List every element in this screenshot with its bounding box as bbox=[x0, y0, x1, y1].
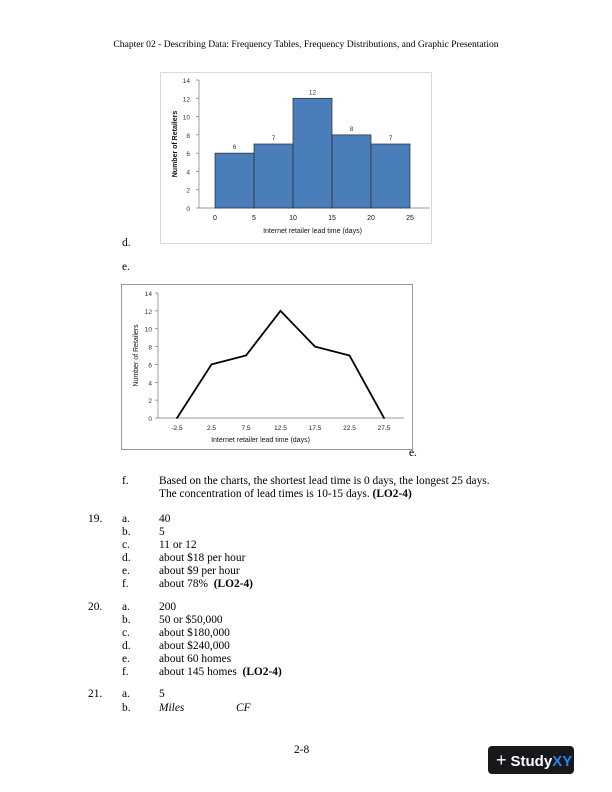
x-tick-label: 0 bbox=[213, 215, 217, 222]
x-tick-label: 20 bbox=[367, 215, 375, 222]
answer-text bbox=[159, 666, 282, 679]
y-tick-label: 10 bbox=[182, 114, 190, 122]
answer-text bbox=[159, 539, 197, 552]
polygon-point bbox=[280, 310, 282, 312]
answer-letter: b. bbox=[122, 614, 131, 626]
item-f-text-2 bbox=[159, 488, 412, 501]
answer-text bbox=[159, 513, 170, 526]
histogram-chart bbox=[160, 72, 432, 244]
y-tick-label: 12 bbox=[182, 96, 190, 104]
y-tick-label: 2 bbox=[148, 398, 152, 406]
answer-text bbox=[159, 552, 245, 565]
answer-letter: e. bbox=[122, 565, 130, 577]
question-21-a-letter: a. bbox=[122, 688, 130, 700]
answer-letter: f. bbox=[122, 666, 129, 678]
answer-letter: d. bbox=[122, 640, 131, 652]
answer-text bbox=[159, 578, 253, 591]
answer-value: 40 bbox=[159, 513, 171, 525]
learning-objective: (LO2-4) bbox=[208, 578, 253, 590]
x-tick-label: 10 bbox=[289, 215, 297, 222]
logo-study: Study bbox=[510, 753, 553, 770]
histogram-bar bbox=[293, 98, 332, 208]
answer-letter: c. bbox=[122, 539, 130, 551]
answer-letter: c. bbox=[122, 627, 130, 639]
x-tick-label: 17.5 bbox=[308, 425, 322, 432]
y-tick-label: 8 bbox=[148, 344, 152, 352]
answer-value: about $9 per hour bbox=[159, 565, 240, 577]
answer-letter: d. bbox=[122, 552, 131, 564]
x-tick-label: 12.5 bbox=[274, 425, 287, 432]
answer-value: about $240,000 bbox=[159, 640, 230, 652]
question-19-number: 19. bbox=[88, 513, 103, 525]
y-tick-label: 10 bbox=[144, 326, 152, 334]
answer-letter: a. bbox=[122, 513, 130, 525]
answer-value: 11 or 12 bbox=[159, 539, 197, 551]
answer-value: 200 bbox=[159, 601, 177, 613]
bar-data-label: 7 bbox=[388, 135, 393, 142]
y-tick-label: 12 bbox=[144, 308, 152, 316]
bar-data-label: 7 bbox=[271, 135, 276, 142]
y-tick-label: 6 bbox=[186, 151, 190, 159]
answer-text bbox=[159, 614, 223, 627]
question-21-b-letter: b. bbox=[122, 702, 131, 714]
learning-objective: (LO2-4) bbox=[236, 666, 282, 678]
answer-value: about 78% bbox=[159, 578, 209, 590]
table-header-cf: CF bbox=[236, 702, 251, 714]
x-tick-label: 27.5 bbox=[377, 425, 391, 432]
y-tick-label: 4 bbox=[186, 169, 190, 177]
histogram-bar bbox=[332, 135, 371, 208]
question-21-number: 21. bbox=[88, 688, 103, 700]
studyxy-logo bbox=[488, 746, 574, 774]
item-e-label-2: e. bbox=[409, 447, 417, 459]
y-tick-label: 6 bbox=[148, 362, 152, 370]
y-axis-title: Number of Retailers bbox=[172, 110, 179, 178]
y-tick-label: 8 bbox=[186, 132, 190, 140]
item-e-label: e. bbox=[122, 261, 130, 273]
y-tick-label: 0 bbox=[148, 416, 152, 423]
answer-value: about $180,000 bbox=[159, 627, 230, 639]
item-f-text-2-body: The concentration of lead times is 10-15 days. bbox=[159, 488, 370, 500]
answer-text bbox=[159, 526, 165, 539]
bar-data-label: 6 bbox=[232, 144, 237, 152]
answer-text bbox=[159, 640, 230, 653]
answer-letter: f. bbox=[122, 578, 129, 590]
x-axis-title: Internet retailer lead time (days) bbox=[263, 228, 362, 235]
answer-letter: e. bbox=[122, 653, 130, 665]
x-tick-label: 22.5 bbox=[343, 425, 356, 432]
y-tick-label: 14 bbox=[182, 78, 190, 85]
x-tick-label: 2.5 bbox=[206, 425, 217, 432]
x-tick-label: 15 bbox=[328, 215, 336, 222]
answer-letter: b. bbox=[122, 526, 131, 538]
y-tick-label: 14 bbox=[144, 291, 152, 298]
frequency-polygon-chart bbox=[121, 284, 413, 450]
answer-text bbox=[159, 601, 176, 614]
x-tick-label: 5 bbox=[252, 215, 256, 222]
question-20-number: 20. bbox=[88, 601, 103, 613]
table-header-miles: Miles bbox=[159, 702, 185, 714]
answer-text bbox=[159, 627, 230, 640]
polygon-point bbox=[211, 364, 213, 366]
page-number: 2-8 bbox=[294, 744, 310, 756]
item-d-label: d. bbox=[122, 237, 131, 249]
polygon-point bbox=[314, 346, 316, 348]
x-tick-label: -2.5 bbox=[171, 425, 183, 432]
page-header: Chapter 02 - Describing Data: Frequency Tables, Frequency Distributions, and Graphic Presentation bbox=[113, 39, 499, 50]
answer-text bbox=[159, 653, 231, 666]
answer-value: 5 bbox=[159, 526, 165, 538]
logo-xy: XY bbox=[552, 753, 573, 770]
question-21-a-text: 5 bbox=[159, 688, 165, 700]
item-f-text-1: Based on the charts, the shortest lead time is 0 days, the longest 25 days. bbox=[159, 475, 490, 487]
answer-value: 50 or $50,000 bbox=[159, 614, 223, 626]
answer-value: about $18 per hour bbox=[159, 552, 246, 564]
item-f-letter: f. bbox=[122, 475, 129, 487]
x-tick-label: 7.5 bbox=[241, 425, 251, 432]
polygon-point bbox=[245, 355, 247, 357]
y-axis-title: Number of Retailers bbox=[133, 324, 140, 387]
bar-data-label: 8 bbox=[349, 125, 354, 133]
x-tick-label: 25 bbox=[406, 215, 414, 222]
polygon-point bbox=[176, 417, 178, 419]
plus-icon: + bbox=[496, 750, 507, 770]
answer-text bbox=[159, 565, 240, 578]
answer-letter: a. bbox=[122, 601, 130, 613]
y-tick-label: 4 bbox=[148, 380, 152, 388]
histogram-bar bbox=[371, 144, 410, 208]
histogram-bar bbox=[254, 144, 293, 208]
x-axis-title: Internet retailer lead time (days) bbox=[211, 437, 310, 444]
y-tick-label: 2 bbox=[186, 187, 190, 195]
learning-objective: (LO2-4) bbox=[372, 488, 412, 500]
polygon-point bbox=[349, 355, 351, 357]
y-tick-label: 0 bbox=[186, 206, 190, 213]
polygon-point bbox=[383, 417, 385, 419]
chart-frame bbox=[122, 285, 413, 450]
answer-value: about 60 homes bbox=[159, 653, 232, 665]
histogram-bar bbox=[215, 153, 254, 208]
answer-value: about 145 homes bbox=[159, 666, 237, 678]
bar-data-label: 12 bbox=[308, 89, 317, 97]
